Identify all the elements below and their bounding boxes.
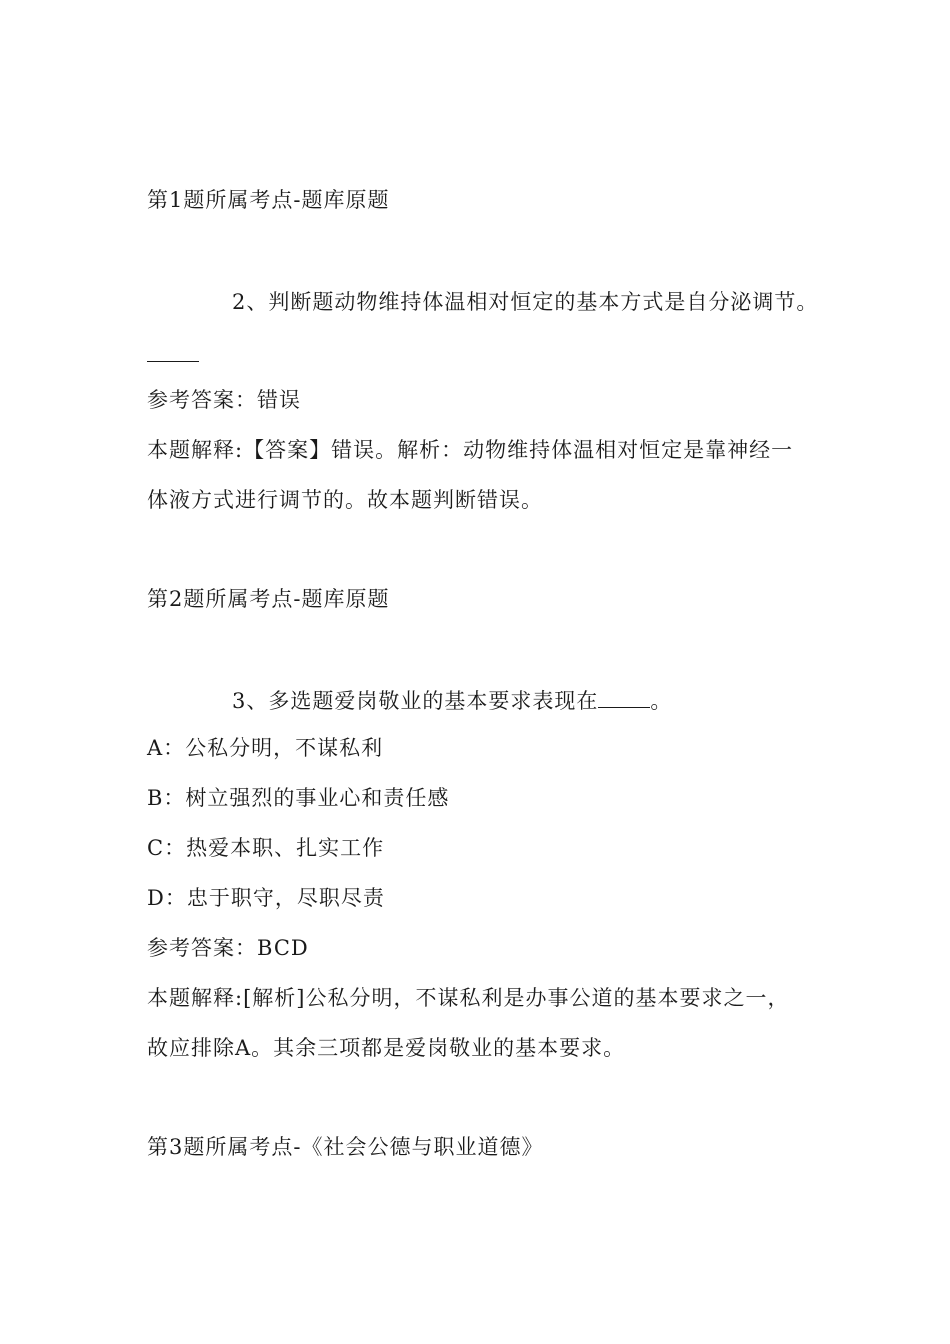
q2-explanation-line1: 本题解释:【答案】错误。解析：动物维持体温相对恒定是靠神经一 [147,438,794,462]
q3-question [232,689,672,712]
q1-topic: 第1题所属考点-题库原题 [147,188,390,212]
q3-option-c: C：热爱本职、扎实工作 [147,836,385,860]
q2-question: 2、判断题动物维持体温相对恒定的基本方式是自分泌调节。 [232,290,819,314]
q3-question-blank [598,689,650,708]
q3-question-suffix: 。 [650,689,673,713]
q3-explanation-line2: 故应排除A。其余三项都是爱岗敬业的基本要求。 [147,1036,626,1060]
q2-answer: 参考答案：错误 [147,388,301,412]
q2-topic: 第2题所属考点-题库原题 [147,587,390,611]
q3-topic: 第3题所属考点-《社会公德与职业道德》 [147,1135,544,1159]
q3-explanation-line1: 本题解释:[解析]公私分明，不谋私利是办事公道的基本要求之一， [147,986,790,1010]
q2-answer-blank [147,361,199,362]
q3-question-prefix: 3、多选题爱岗敬业的基本要求表现在 [232,689,599,713]
q2-explanation-line2: 体液方式进行调节的。故本题判断错误。 [147,488,543,512]
q3-option-b: B：树立强烈的事业心和责任感 [147,786,450,810]
q3-answer: 参考答案：BCD [147,936,309,960]
q3-option-a: A：公私分明，不谋私利 [147,736,384,760]
q3-option-d: D：忠于职守，尽职尽责 [147,886,385,910]
